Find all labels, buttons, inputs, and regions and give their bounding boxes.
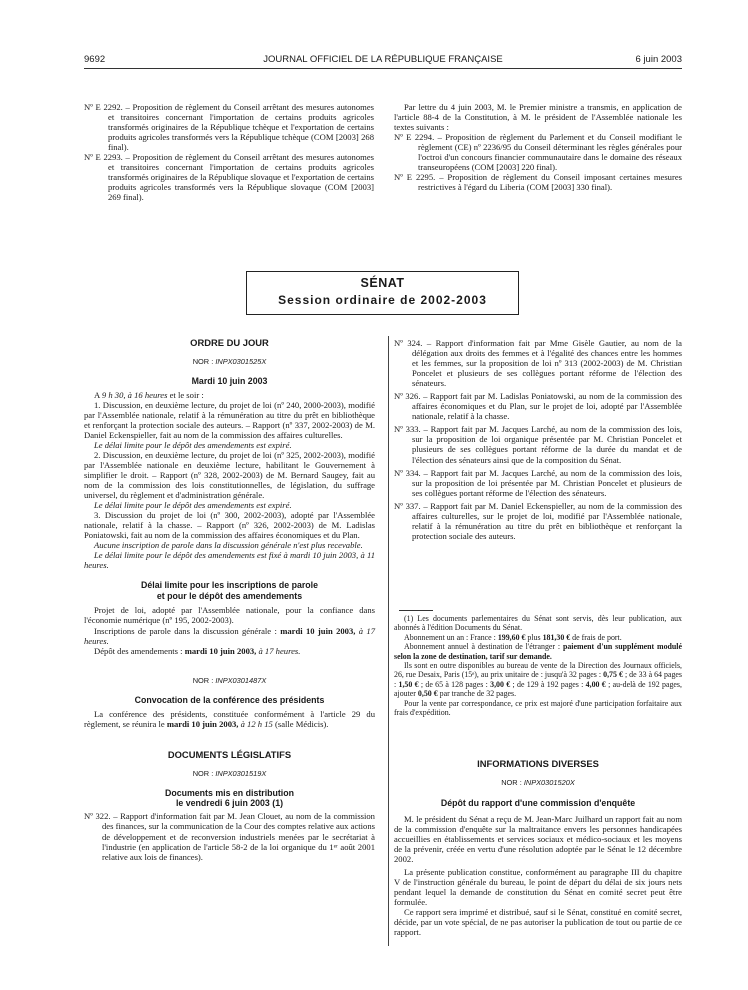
footnote-text: (1) Les documents parlementaires du Sénat sont servis, dès leur publication, aux abonnés à l'édition Documents du Sénat. bbox=[394, 614, 682, 633]
item-text: – Proposition de règlement du Parlement et du Conseil modifiant le règlement (CE) nº 2236/95 du Conseil déterminant les règles générales pour l'octroi d'un concours financier communautaire dans le domaine des réseaux transeuropéens (COM [2003] 220 final). bbox=[418, 132, 682, 173]
fn-price: 0,50 € bbox=[417, 689, 438, 699]
list-item bbox=[394, 132, 682, 172]
time-range: 9 h 30, à 16 heures bbox=[101, 389, 168, 400]
agenda-time bbox=[84, 390, 375, 400]
delai-heading bbox=[84, 580, 375, 601]
intro-paragraph: Par lettre du 4 juin 2003, M. le Premier ministre a transmis, en application de l'article 88-4 de la Constitution, à M. le président de l'Assemblée nationale les textes suivants : bbox=[394, 102, 682, 133]
inscriptions-time: à 17 heures. bbox=[84, 625, 376, 646]
item-text: – Rapport d'information fait par Mme Gisèle Gautier, au nom de la délégation aux droits des femmes et à l'égalité des chances entre les hommes et les femmes, sur la proposition de loi nº 313 (2002-2003) de M. Christian Poncelet et plusieurs de ses collègues portant réforme de l'élection des sénateurs. bbox=[412, 338, 683, 389]
fn-text: ; au-delà de 192 pages, ajouter bbox=[394, 679, 682, 699]
time-suffix: et le soir : bbox=[169, 389, 204, 400]
delai-inscriptions bbox=[84, 626, 375, 646]
amendements-date: mardi 10 juin 2003, bbox=[184, 645, 257, 656]
delai-amendements bbox=[84, 646, 375, 656]
convocation-place: (salle Médicis). bbox=[274, 719, 329, 730]
fn-text: ; de 33 à 64 pages : bbox=[394, 670, 682, 689]
nor-code: INPX0301525X bbox=[215, 357, 267, 367]
fn-price: 3,00 € bbox=[490, 679, 511, 689]
documents-sub-line2: le vendredi 6 juin 2003 (1) bbox=[175, 798, 284, 809]
nor-reference bbox=[84, 769, 375, 779]
fn-text: ; de 129 à 192 pages : bbox=[512, 679, 584, 689]
informations-paragraph: La présente publication constitue, conformément au paragraphe III du chapitre V de l'instruction générale du bureau, le point de départ du délai de six jours nets pendant lequel la demande de constitution du Sénat en comité secret peut être formulée. bbox=[394, 866, 682, 907]
item-number: Nº 333. bbox=[394, 424, 421, 435]
top-left-column bbox=[84, 102, 374, 202]
nor-reference bbox=[394, 778, 682, 788]
agenda-item-1-note: Le délai limite pour le dépôt des amendements est expiré. bbox=[94, 439, 292, 450]
fn-text: de frais de port. bbox=[572, 632, 622, 642]
item-text: – Rapport fait par M. Jacques Larché, au nom de la commission des lois, sur la proposition de loi organique présentée par M. Christian Poncelet et plusieurs de ses collègues portant réforme de la durée du mandat et de l'élection des sénateurs ainsi que de la composition du Sénat. bbox=[412, 424, 682, 465]
top-right-column bbox=[394, 102, 682, 192]
list-item bbox=[394, 338, 682, 388]
agenda-item-3-note: Aucune inscription de parole dans la discussion générale n'est plus recevable. bbox=[94, 540, 363, 551]
journal-title: JOURNAL OFFICIEL DE LA RÉPUBLIQUE FRANÇAISE bbox=[263, 54, 503, 65]
senat-title-box bbox=[246, 271, 519, 315]
nor-prefix: NOR : bbox=[501, 778, 522, 788]
convocation-text-a: La conférence des présidents, constituée conformément à l'article 29 du règlement, se réunira le bbox=[84, 709, 375, 730]
convocation-time: à 12 h 15 bbox=[240, 719, 273, 730]
delai-text: Projet de loi, adopté par l'Assemblée nationale, pour la confiance dans l'économie numérique (nº 195, 2002-2003). bbox=[84, 605, 375, 626]
item-text: – Proposition de règlement du Conseil imposant certaines mesures restrictives à l'égard du Liberia (COM [2003] 330 final). bbox=[418, 172, 682, 193]
footnote-unit-prices bbox=[394, 661, 682, 699]
item-number: Nº 337. bbox=[394, 500, 421, 511]
informations-subheading: Dépôt du rapport d'une commission d'enquête bbox=[440, 798, 636, 809]
convocation-text bbox=[84, 709, 375, 729]
agenda-item-1: 1. Discussion, en deuxième lecture, du projet de loi (nº 240, 2000-2003), modifié par l'Assemblée nationale, relatif à la rémunération au titre du prêt en bibliothèque et renforçant la protection sociale des auteurs. – Rapport (nº 337, 2002-2003) de M. Daniel Eckenspieller, fait au nom de la commission des affaires culturelles. bbox=[84, 399, 375, 440]
fn-text: Ils sont en outre disponibles au bureau de vente de la Direction des Journaux officiels, 26, rue Desaix, Paris (15ᵉ), au prix unitaire de : jusqu'à 32 pages : bbox=[394, 661, 682, 680]
agenda-date: Mardi 10 juin 2003 bbox=[191, 376, 268, 387]
footnote-subscription bbox=[394, 633, 682, 642]
fn-text: Abonnement annuel à destination de l'étranger : bbox=[404, 642, 561, 652]
amendements-label: Dépôt des amendements : bbox=[94, 645, 183, 656]
nor-prefix: NOR : bbox=[192, 357, 214, 367]
nor-reference bbox=[84, 676, 375, 686]
inscriptions-label: Inscriptions de parole dans la discussion générale : bbox=[94, 625, 277, 636]
item-text: – Proposition de règlement du Conseil arrêtant des mesures autonomes et transitoires concernant l'importation de certains produits agricoles transformés originaires de la République tchèque et l'exportation de certains produits agricoles transformés vers la République tchèque (COM [2003] 268 final). bbox=[108, 102, 374, 153]
documents-sub-line1: Documents mis en distribution bbox=[164, 788, 295, 799]
column-divider bbox=[388, 336, 389, 946]
fn-price: 0,75 € bbox=[603, 670, 623, 680]
agenda-item-2: 2. Discussion, en deuxième lecture, du projet de loi (nº 325, 2002-2003), modifié par l'Assemblée nationale en deuxième lecture, habilitant le Gouvernement à simplifier le droit. – Rapport (nº 328, 2002-2003) de M. Bernard Saugey, fait au nom de la commission des lois constitutionnelles, de législation, du suffrage universel, du règlement et d'administration générale. bbox=[84, 449, 375, 501]
agenda-item-2-note: Le délai limite pour le dépôt des amendements est expiré. bbox=[94, 500, 292, 511]
footnote-rule bbox=[399, 610, 433, 611]
documents-subheading bbox=[84, 788, 375, 808]
inscriptions-date: mardi 10 juin 2003, bbox=[280, 625, 356, 636]
informations-section bbox=[394, 759, 682, 937]
informations-paragraph: Ce rapport sera imprimé et distribué, sauf si le Sénat, constitué en comité secret, décide, par un vote spécial, de ne pas autoriser la publication de tout ou partie de ce rapport. bbox=[394, 907, 682, 938]
nor-prefix: NOR : bbox=[192, 769, 214, 779]
section-heading: ORDRE DU JOUR bbox=[190, 337, 269, 348]
item-number: Nº E 2293. bbox=[84, 152, 123, 163]
delai-heading-line2: et pour le dépôt des amendements bbox=[156, 590, 303, 601]
fn-text: par tranche de 32 pages. bbox=[439, 689, 517, 699]
fn-price: 4,00 € bbox=[585, 679, 606, 689]
item-text: – Rapport fait par M. Jacques Larché, au nom de la commission des lois, sur la proposition de loi présentée par M. Christian Poncelet et plusieurs de ses collègues portant réforme de l'élection des sénateurs. bbox=[412, 467, 682, 498]
section-heading: DOCUMENTS LÉGISLATIFS bbox=[167, 749, 292, 761]
fn-text: ; de 65 à 128 pages : bbox=[420, 679, 488, 689]
agenda-item-3: 3. Discussion du projet de loi (nº 300, 2002-2003), adopté par l'Assemblée nationale, relatif à la chasse. – Rapport (nº 326, 2002-2003) de M. Ladislas Poniatowski, fait au nom de la commission des affaires économiques et du Plan. bbox=[84, 510, 375, 541]
page-header bbox=[84, 54, 682, 69]
item-number: Nº 322. bbox=[84, 811, 111, 822]
list-item bbox=[84, 152, 374, 202]
list-item bbox=[394, 501, 682, 541]
footnote bbox=[394, 614, 682, 717]
time-prefix: A bbox=[94, 389, 100, 400]
footnote-mail: Pour la vente par correspondance, ce prix est majoré d'une participation forfaitaire aux frais d'expédition. bbox=[394, 698, 682, 718]
list-item bbox=[394, 172, 682, 192]
delai-heading-line1: Délai limite pour les inscriptions de parole bbox=[141, 580, 318, 591]
amendements-time: à 17 heures. bbox=[258, 645, 301, 656]
issue-date: 6 juin 2003 bbox=[635, 54, 682, 65]
agenda-item-3-deadline: Le délai limite pour le dépôt des amendements est fixé à mardi 10 juin 2003, à 11 heures. bbox=[84, 550, 375, 571]
item-number: Nº 324. bbox=[394, 338, 423, 348]
senat-session: Session ordinaire de 2002-2003 bbox=[278, 293, 487, 307]
item-number: Nº E 2295. bbox=[394, 172, 436, 183]
fn-text: Abonnement un an : France : bbox=[404, 632, 496, 642]
nor-code: INPX0301520X bbox=[523, 778, 575, 788]
item-text: – Rapport d'information fait par M. Jean Clouet, au nom de la commission des finances, sur la communication de la Cour des comptes relative aux actions de développement et de reconversion industriels menées par le secrétariat à l'industrie (en application de l'article 58-2 de la loi organique du 1ᵉʳ août 2001 relative aux lois de finances). bbox=[102, 811, 375, 862]
item-number: Nº E 2294. bbox=[394, 132, 435, 143]
convocation-date: mardi 10 juin 2003, bbox=[166, 719, 239, 730]
list-item bbox=[84, 102, 374, 152]
item-text: – Rapport fait par M. Daniel Eckenspieller, au nom de la commission des affaires culturelles, sur le projet de loi, modifié par l'Assemblée nationale, relatif à la rémunération au titre du prêt en bibliothèque et renforçant la protection sociale des auteurs. bbox=[412, 500, 682, 541]
nor-code: INPX0301487X bbox=[215, 675, 267, 685]
item-text: – Proposition de règlement du Conseil arrêtant des mesures autonomes et transitoires concernant l'importation de certains produits agricoles transformés originaires de la République slovaque et l'exportation de certains produits agricoles transformés vers la République slovaque (COM [2003] 269 final). bbox=[108, 152, 374, 203]
list-item bbox=[84, 811, 375, 861]
page-number: 9692 bbox=[84, 54, 106, 65]
right-column bbox=[394, 338, 682, 541]
convocation-heading: Convocation de la conférence des présidents bbox=[134, 694, 325, 705]
item-text: – Rapport fait par M. Ladislas Poniatowski, au nom de la commission des affaires économiques et du Plan, sur le projet de loi, adopté par l'Assemblée nationale, relatif à la chasse. bbox=[412, 391, 683, 422]
senat-title: SÉNAT bbox=[360, 276, 405, 290]
item-number: Nº 326. bbox=[394, 391, 421, 402]
item-number: Nº 334. bbox=[394, 467, 421, 478]
section-heading: INFORMATIONS DIVERSES bbox=[477, 758, 599, 769]
nor-reference bbox=[84, 357, 375, 367]
left-column bbox=[84, 338, 375, 862]
fn-price: 199,60 € bbox=[497, 632, 526, 642]
fn-price: 1,50 € bbox=[398, 679, 419, 689]
list-item bbox=[394, 468, 682, 498]
fn-text-bold: paiement d'un supplément modulé selon la zone de destination, tarif sur demande. bbox=[394, 642, 682, 661]
nor-prefix: NOR : bbox=[192, 675, 214, 685]
nor-code: INPX0301519X bbox=[215, 769, 267, 779]
item-number: Nº E 2292. bbox=[84, 102, 123, 112]
list-item bbox=[394, 424, 682, 464]
fn-text: plus bbox=[527, 632, 541, 642]
list-item bbox=[394, 391, 682, 421]
informations-paragraph: M. le président du Sénat a reçu de M. Jean-Marc Juilhard un rapport fait au nom de la commission d'enquête sur la maltraitance envers les personnes handicapées accueillies en établissements et services sociaux et médico-sociaux et les moyens de la prévenir, créée en vertu d'une résolution adoptée par le Sénat le 12 décembre 2002. bbox=[394, 813, 682, 864]
footnote-foreign bbox=[394, 642, 682, 661]
fn-price: 181,30 € bbox=[542, 632, 571, 642]
